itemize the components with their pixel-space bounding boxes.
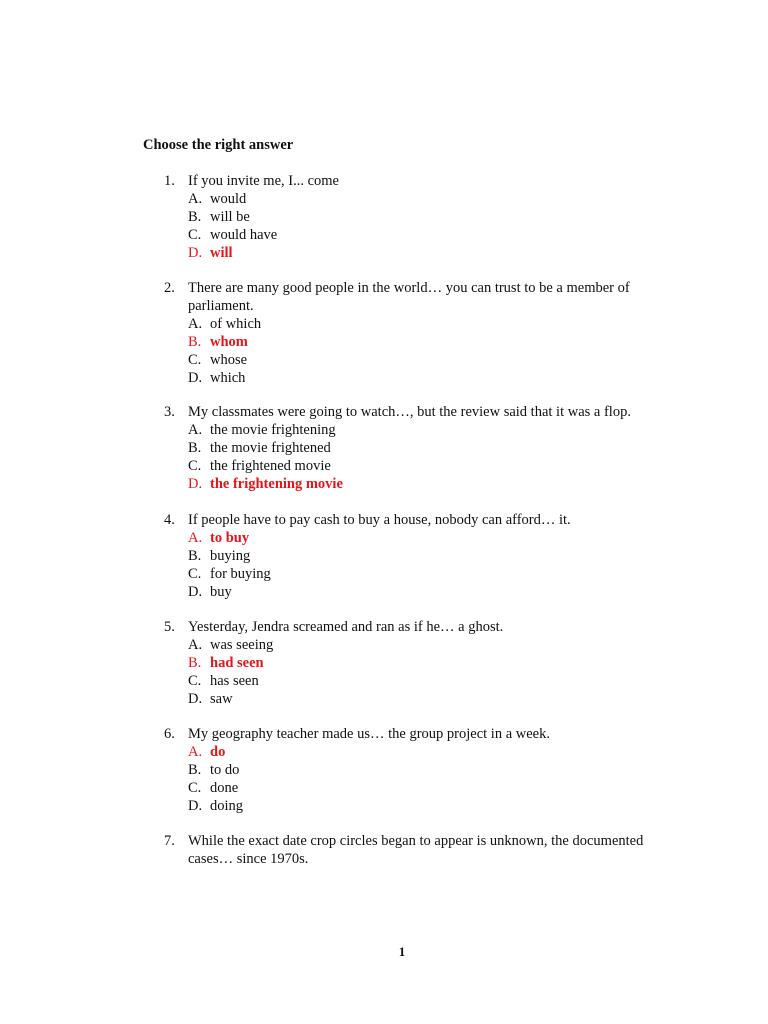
question-line bbox=[0, 279, 768, 297]
question-4 bbox=[0, 511, 768, 601]
option-text: buy bbox=[210, 584, 232, 600]
option-letter: C. bbox=[188, 566, 202, 582]
question-text: parliament. bbox=[188, 298, 254, 314]
option-letter: D. bbox=[188, 245, 203, 261]
answer-option bbox=[0, 421, 768, 439]
option-text: do bbox=[210, 744, 226, 760]
answer-option bbox=[0, 457, 768, 475]
option-letter: A. bbox=[188, 530, 203, 546]
option-text: would bbox=[210, 191, 247, 207]
answer-option bbox=[0, 565, 768, 583]
option-text: the frightened movie bbox=[210, 458, 331, 474]
answer-option-correct bbox=[0, 529, 768, 547]
page-number: 1 bbox=[398, 944, 406, 959]
option-text: the movie frightening bbox=[210, 422, 336, 438]
option-text: will bbox=[210, 245, 233, 261]
option-letter: C. bbox=[188, 458, 202, 474]
answer-option bbox=[0, 226, 768, 244]
question-number: 5. bbox=[164, 619, 175, 635]
option-letter: B. bbox=[188, 334, 202, 350]
option-text: buying bbox=[210, 548, 251, 564]
question-text: Yesterday, Jendra screamed and ran as if he… a ghost. bbox=[188, 619, 504, 635]
option-letter: D. bbox=[188, 691, 203, 707]
option-letter: D. bbox=[188, 476, 203, 492]
question-1 bbox=[0, 172, 768, 262]
option-letter: C. bbox=[188, 780, 202, 796]
option-letter: A. bbox=[188, 316, 203, 332]
option-letter: B. bbox=[188, 440, 202, 456]
option-letter: B. bbox=[188, 209, 202, 225]
option-text: of which bbox=[210, 316, 262, 332]
answer-option-correct bbox=[0, 333, 768, 351]
option-text: to buy bbox=[210, 530, 250, 546]
question-number: 6. bbox=[164, 726, 175, 742]
option-text: whose bbox=[210, 352, 248, 368]
question-text: If people have to pay cash to buy a house, nobody can afford… it. bbox=[188, 512, 571, 528]
option-text: the movie frightened bbox=[210, 440, 331, 456]
question-line bbox=[0, 832, 768, 850]
answer-option bbox=[0, 779, 768, 797]
option-text: would have bbox=[210, 227, 278, 243]
answer-option bbox=[0, 636, 768, 654]
option-text: saw bbox=[210, 691, 233, 707]
option-text: which bbox=[210, 370, 246, 386]
option-text: for buying bbox=[210, 566, 271, 582]
answer-option bbox=[0, 690, 768, 708]
question-2 bbox=[0, 279, 768, 387]
page-heading: Choose the right answer bbox=[143, 137, 294, 153]
question-text: My classmates were going to watch…, but the review said that it was a flop. bbox=[188, 404, 631, 420]
answer-option bbox=[0, 351, 768, 369]
option-text: the frightening movie bbox=[210, 476, 343, 492]
option-letter: A. bbox=[188, 637, 203, 653]
option-letter: C. bbox=[188, 227, 202, 243]
option-letter: B. bbox=[188, 548, 202, 564]
question-line bbox=[0, 511, 768, 529]
option-letter: C. bbox=[188, 673, 202, 689]
question-number: 7. bbox=[164, 833, 175, 849]
answer-option bbox=[0, 439, 768, 457]
answer-option bbox=[0, 315, 768, 333]
answer-option bbox=[0, 761, 768, 779]
question-6 bbox=[0, 725, 768, 815]
option-letter: D. bbox=[188, 798, 203, 814]
answer-option bbox=[0, 547, 768, 565]
option-text: doing bbox=[210, 798, 244, 814]
question-line bbox=[0, 297, 768, 315]
option-text: will be bbox=[210, 209, 250, 225]
option-letter: D. bbox=[188, 584, 203, 600]
answer-option bbox=[0, 583, 768, 601]
question-line bbox=[0, 172, 768, 190]
option-text: had seen bbox=[210, 655, 264, 671]
answer-option-correct bbox=[0, 244, 768, 262]
question-line bbox=[0, 850, 768, 868]
question-3 bbox=[0, 403, 768, 493]
option-text: was seeing bbox=[210, 637, 274, 653]
option-text: has seen bbox=[210, 673, 259, 689]
answer-option bbox=[0, 190, 768, 208]
answer-option bbox=[0, 369, 768, 387]
option-letter: B. bbox=[188, 762, 202, 778]
answer-option-correct bbox=[0, 743, 768, 761]
option-letter: A. bbox=[188, 744, 203, 760]
question-text: There are many good people in the world… you can trust to be a member of bbox=[188, 280, 630, 296]
question-number: 1. bbox=[164, 173, 175, 189]
option-letter: D. bbox=[188, 370, 203, 386]
option-letter: A. bbox=[188, 422, 203, 438]
question-number: 3. bbox=[164, 404, 175, 420]
answer-option bbox=[0, 208, 768, 226]
question-line bbox=[0, 403, 768, 421]
answer-option bbox=[0, 797, 768, 815]
option-text: whom bbox=[210, 334, 248, 350]
option-letter: B. bbox=[188, 655, 202, 671]
question-7 bbox=[0, 832, 768, 868]
question-text: While the exact date crop circles began to appear is unknown, the documented bbox=[188, 833, 644, 849]
question-5 bbox=[0, 618, 768, 708]
option-letter: C. bbox=[188, 352, 202, 368]
question-line bbox=[0, 725, 768, 743]
answer-option-correct bbox=[0, 475, 768, 493]
answer-option bbox=[0, 672, 768, 690]
question-text: My geography teacher made us… the group project in a week. bbox=[188, 726, 550, 742]
option-letter: A. bbox=[188, 191, 203, 207]
question-number: 4. bbox=[164, 512, 175, 528]
option-text: done bbox=[210, 780, 239, 796]
answer-option-correct bbox=[0, 654, 768, 672]
question-text: cases… since 1970s. bbox=[188, 851, 309, 867]
question-text: If you invite me, I... come bbox=[188, 173, 339, 189]
question-line bbox=[0, 618, 768, 636]
option-text: to do bbox=[210, 762, 240, 778]
question-number: 2. bbox=[164, 280, 175, 296]
